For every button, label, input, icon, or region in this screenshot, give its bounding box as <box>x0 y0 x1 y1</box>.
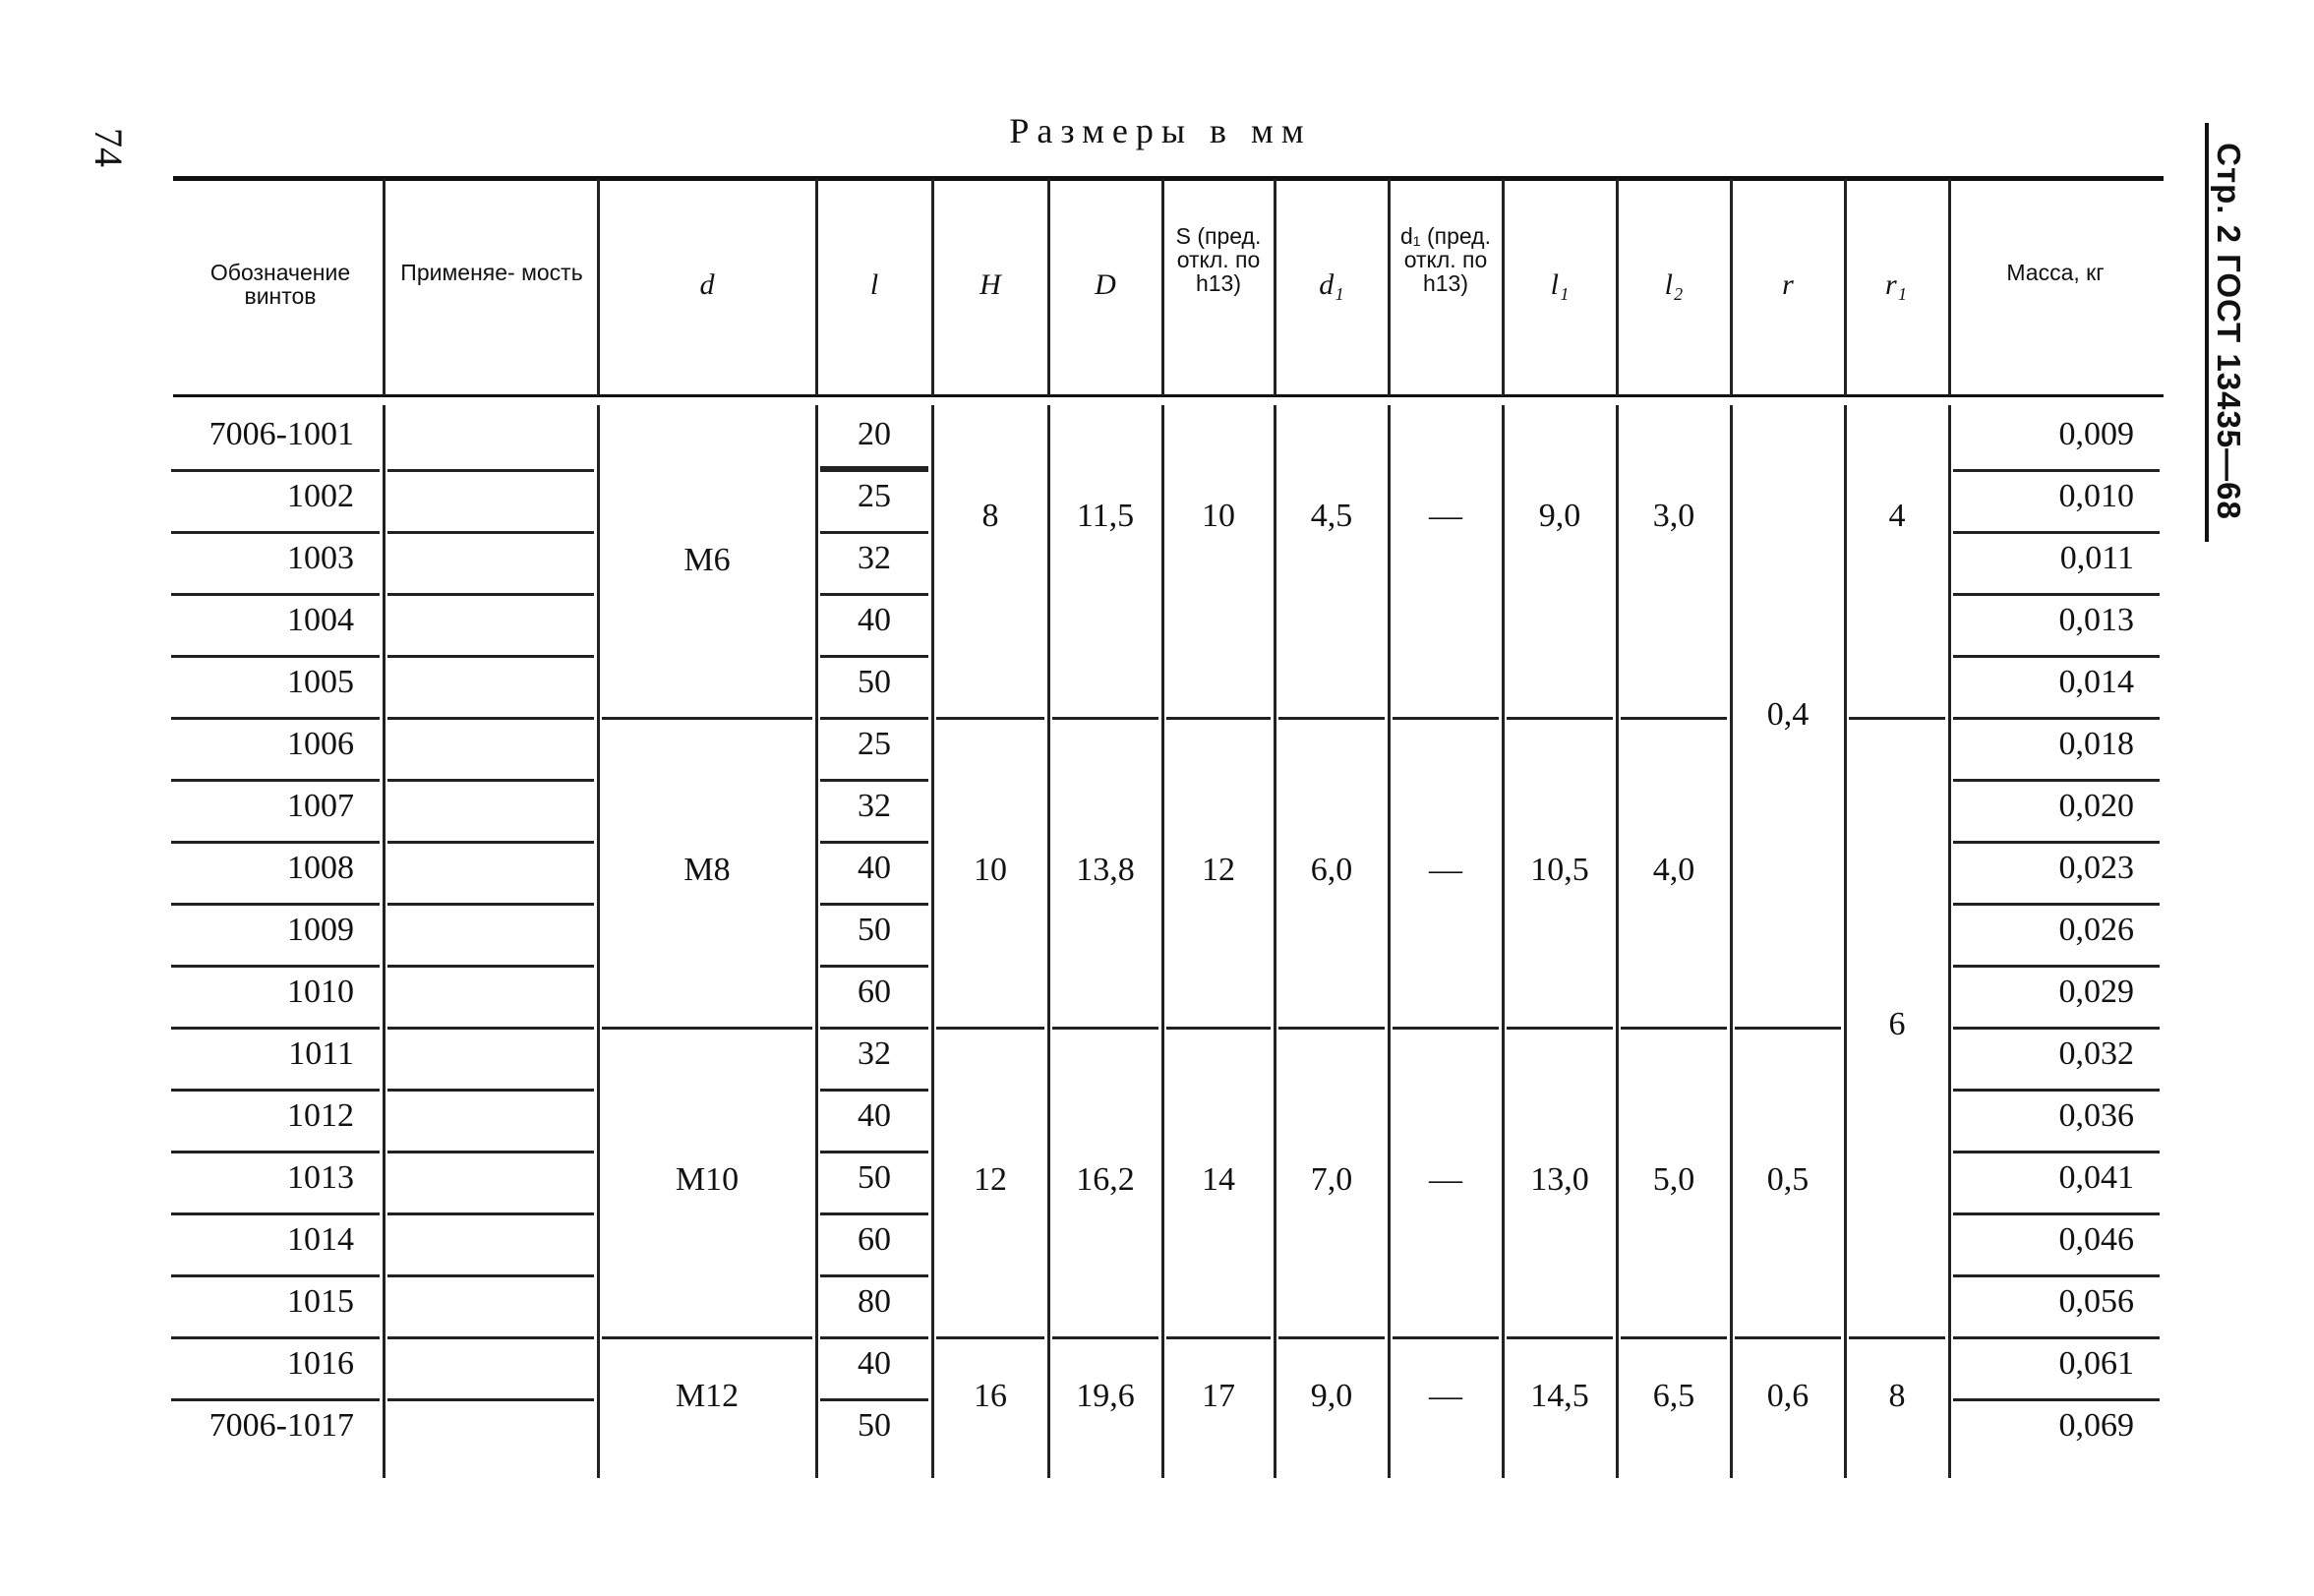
header-mass: Масса, кг <box>2006 260 2105 285</box>
length-cell: 40 <box>858 850 891 886</box>
row-divider <box>171 1212 380 1215</box>
designation-cell: 1005 <box>287 664 354 700</box>
group-divider <box>936 717 1044 720</box>
header-d1-tolerance: d₁ (пред. откл. по h13) <box>1400 223 1491 296</box>
r1-value-cell: 8 <box>1888 1378 1906 1414</box>
body-column-divider <box>1844 405 1847 1478</box>
group-cell-l1: 10,5 <box>1530 851 1589 888</box>
length-cell: 80 <box>858 1283 891 1320</box>
length-cell: 50 <box>858 1407 891 1444</box>
r1-value-cell: 6 <box>1888 1006 1906 1042</box>
group-divider <box>602 1336 812 1339</box>
designation-cell: 1013 <box>287 1159 354 1196</box>
row-divider <box>387 655 594 658</box>
header-l1: l₁ <box>1550 268 1570 301</box>
row-divider <box>1953 965 2160 968</box>
designation-cell: 1003 <box>287 540 354 576</box>
length-cell: 25 <box>858 478 891 514</box>
designation-cell: 1016 <box>287 1345 354 1382</box>
row-divider <box>820 1398 928 1401</box>
r-value-cell: 0,4 <box>1766 696 1810 733</box>
row-divider <box>171 1089 380 1092</box>
group-cell-D: 13,8 <box>1076 851 1135 888</box>
body-column-divider <box>1388 405 1391 1478</box>
length-cell: 50 <box>858 1159 891 1196</box>
row-divider <box>1953 531 2160 534</box>
body-column-divider <box>1047 405 1050 1478</box>
row-divider <box>820 531 928 534</box>
group-divider <box>602 717 812 720</box>
row-divider <box>171 655 380 658</box>
row-divider <box>387 965 594 968</box>
row-divider <box>171 1151 380 1153</box>
row-divider <box>171 903 380 906</box>
group-divider <box>1278 717 1385 720</box>
header-r1: r₁ <box>1884 268 1908 301</box>
row-divider <box>171 717 380 720</box>
row-divider <box>820 779 928 782</box>
row-divider <box>171 593 380 596</box>
row-divider <box>820 965 928 968</box>
group-cell-d: M10 <box>675 1160 740 1198</box>
mass-cell: 0,014 <box>2058 664 2134 700</box>
group-cell-d: M8 <box>683 851 731 888</box>
header-r: r <box>1782 268 1794 301</box>
row-divider <box>387 1151 594 1153</box>
group-cell-S: 17 <box>1202 1378 1235 1414</box>
group-divider <box>1166 1027 1271 1030</box>
row-divider <box>1953 841 2160 844</box>
row-divider <box>1953 1151 2160 1153</box>
length-cell: 40 <box>858 1345 891 1382</box>
table-top-rule <box>173 176 2164 181</box>
mass-cell: 0,010 <box>2058 478 2134 514</box>
length-cell: 25 <box>858 726 891 762</box>
page-number: 74 <box>87 128 131 167</box>
group-cell-d1-tol: — <box>1429 498 1462 534</box>
side-label <box>2199 120 2258 543</box>
group-cell-S: 14 <box>1202 1160 1235 1198</box>
mass-cell: 0,020 <box>2058 788 2134 824</box>
designation-cell: 1010 <box>287 974 354 1010</box>
row-divider <box>171 841 380 844</box>
r1-value-cell: 4 <box>1888 498 1906 534</box>
group-divider <box>1849 1336 1945 1339</box>
group-cell-l2: 6,5 <box>1652 1378 1695 1414</box>
row-divider <box>387 1336 594 1339</box>
row-divider <box>820 1336 928 1339</box>
row-divider <box>171 531 380 534</box>
mass-cell: 0,013 <box>2058 602 2134 638</box>
row-divider <box>1953 903 2160 906</box>
designation-cell: 7006-1001 <box>208 416 354 452</box>
mass-cell: 0,009 <box>2058 416 2134 452</box>
row-divider <box>387 469 594 472</box>
row-divider <box>387 1274 594 1277</box>
header-column-divider <box>1948 179 1951 395</box>
row-divider <box>387 1027 594 1030</box>
header-H: H <box>979 268 1001 301</box>
designation-cell: 1011 <box>288 1035 354 1072</box>
group-divider <box>1052 1027 1158 1030</box>
designation-cell: 1009 <box>287 912 354 948</box>
row-divider <box>387 1089 594 1092</box>
designation-cell: 1015 <box>287 1283 354 1320</box>
length-cell: 20 <box>858 416 891 452</box>
group-divider <box>1507 1336 1613 1339</box>
row-divider <box>387 593 594 596</box>
mass-cell: 0,056 <box>2058 1283 2134 1320</box>
row-divider <box>171 1398 380 1401</box>
row-divider <box>387 531 594 534</box>
header-D: D <box>1095 268 1116 301</box>
table-header-rule <box>173 394 2164 397</box>
group-divider <box>1507 717 1613 720</box>
group-divider <box>1735 1027 1841 1030</box>
group-divider <box>1052 1336 1158 1339</box>
row-divider <box>1953 593 2160 596</box>
mass-cell: 0,041 <box>2058 1159 2134 1196</box>
group-cell-D: 16,2 <box>1076 1160 1135 1198</box>
row-divider <box>1953 469 2160 472</box>
header-l2: l₂ <box>1664 268 1684 301</box>
designation-cell: 1004 <box>287 602 354 638</box>
designation-cell: 1008 <box>287 850 354 886</box>
row-divider <box>820 841 928 844</box>
designation-cell: 1014 <box>287 1221 354 1258</box>
row-divider <box>171 1336 380 1339</box>
length-cell: 50 <box>858 912 891 948</box>
designation-cell: 1012 <box>287 1097 354 1134</box>
group-divider <box>1278 1336 1385 1339</box>
row-divider <box>820 469 928 472</box>
group-divider <box>1278 1027 1385 1030</box>
row-divider <box>171 965 380 968</box>
group-divider <box>936 1027 1044 1030</box>
group-cell-H: 8 <box>981 498 999 534</box>
row-divider <box>1953 1336 2160 1339</box>
group-cell-d1-tol: — <box>1429 851 1462 888</box>
mass-cell: 0,061 <box>2058 1345 2134 1382</box>
designation-cell: 1002 <box>287 478 354 514</box>
group-divider <box>602 1027 812 1030</box>
group-cell-d1: 9,0 <box>1310 1378 1353 1414</box>
length-cell: 60 <box>858 1221 891 1258</box>
row-divider <box>387 1398 594 1401</box>
mass-cell: 0,029 <box>2058 974 2134 1010</box>
row-divider <box>1953 779 2160 782</box>
header-l: l <box>869 268 879 301</box>
group-cell-d1: 6,0 <box>1310 851 1353 888</box>
row-divider <box>1953 1027 2160 1030</box>
row-divider <box>1953 1274 2160 1277</box>
body-column-divider <box>1730 405 1733 1478</box>
group-divider <box>1621 1336 1727 1339</box>
row-divider <box>820 466 928 469</box>
group-cell-l1: 13,0 <box>1530 1160 1589 1198</box>
group-divider <box>1393 717 1499 720</box>
group-cell-l1: 14,5 <box>1530 1378 1589 1414</box>
group-cell-D: 11,5 <box>1076 498 1135 534</box>
group-cell-d1: 7,0 <box>1310 1160 1353 1198</box>
group-cell-D: 19,6 <box>1076 1378 1135 1414</box>
group-cell-S: 12 <box>1202 851 1235 888</box>
row-divider <box>171 1274 380 1277</box>
r-value-cell: 0,6 <box>1766 1378 1810 1414</box>
row-divider <box>387 841 594 844</box>
row-divider <box>820 1027 928 1030</box>
row-divider <box>820 1212 928 1215</box>
body-column-divider <box>1161 405 1164 1478</box>
row-divider <box>820 1274 928 1277</box>
group-divider <box>1393 1336 1499 1339</box>
group-divider <box>1052 717 1158 720</box>
row-divider <box>1953 1398 2160 1401</box>
row-divider <box>387 717 594 720</box>
group-cell-l2: 5,0 <box>1652 1160 1695 1198</box>
row-divider <box>820 903 928 906</box>
length-cell: 32 <box>858 788 891 824</box>
group-cell-d1-tol: — <box>1429 1378 1462 1414</box>
group-cell-l2: 3,0 <box>1652 498 1695 534</box>
designation-cell: 7006-1017 <box>208 1407 354 1444</box>
r-value-cell: 0,5 <box>1766 1160 1810 1198</box>
row-divider <box>171 779 380 782</box>
mass-cell: 0,069 <box>2058 1407 2134 1444</box>
length-cell: 32 <box>858 540 891 576</box>
mass-cell: 0,026 <box>2058 912 2134 948</box>
group-divider <box>1621 1027 1727 1030</box>
row-divider <box>820 593 928 596</box>
row-divider <box>1953 717 2160 720</box>
length-cell: 40 <box>858 1097 891 1134</box>
header-applicability: Применяе- мость <box>400 260 583 285</box>
designation-cell: 1007 <box>287 788 354 824</box>
row-divider <box>1953 1212 2160 1215</box>
group-cell-d1-tol: — <box>1429 1160 1462 1198</box>
header-d1: d₁ <box>1319 268 1344 301</box>
row-divider <box>820 1151 928 1153</box>
row-divider <box>387 779 594 782</box>
row-divider <box>820 655 928 658</box>
mass-cell: 0,036 <box>2058 1097 2134 1134</box>
length-cell: 40 <box>858 602 891 638</box>
row-divider <box>820 1089 928 1092</box>
header-S: S (пред. откл. по h13) <box>1175 223 1262 296</box>
body-column-divider <box>383 405 386 1478</box>
header-d: d <box>699 268 715 301</box>
group-divider <box>1393 1027 1499 1030</box>
body-column-divider <box>1502 405 1505 1478</box>
length-cell: 60 <box>858 974 891 1010</box>
group-cell-H: 10 <box>974 851 1007 888</box>
group-divider <box>1507 1027 1613 1030</box>
group-cell-d: M6 <box>683 541 731 578</box>
row-divider <box>1953 1089 2160 1092</box>
group-cell-H: 12 <box>974 1160 1007 1198</box>
row-divider <box>171 1027 380 1030</box>
mass-cell: 0,046 <box>2058 1221 2134 1258</box>
length-cell: 32 <box>858 1035 891 1072</box>
designation-cell: 1006 <box>287 726 354 762</box>
side-label-text: Стр. 2 ГОСТ 13435—68 <box>2211 143 2247 520</box>
group-divider <box>936 1336 1044 1339</box>
group-cell-d: M12 <box>675 1378 740 1414</box>
mass-cell: 0,018 <box>2058 726 2134 762</box>
group-cell-l2: 4,0 <box>1652 851 1695 888</box>
table-title: Размеры в мм <box>1009 111 1312 150</box>
group-cell-d1: 4,5 <box>1310 498 1353 534</box>
mass-cell: 0,011 <box>2059 540 2134 576</box>
mass-cell: 0,032 <box>2058 1035 2134 1072</box>
group-divider <box>1735 1336 1841 1339</box>
length-cell: 50 <box>858 664 891 700</box>
header-designation: Обозначение винтов <box>209 260 351 309</box>
row-divider <box>387 1212 594 1215</box>
body-column-divider <box>1274 405 1276 1478</box>
group-cell-S: 10 <box>1202 498 1235 534</box>
group-divider <box>1621 717 1727 720</box>
row-divider <box>387 903 594 906</box>
row-divider <box>820 717 928 720</box>
group-divider <box>1166 717 1271 720</box>
row-divider <box>1953 655 2160 658</box>
group-divider <box>1166 1336 1271 1339</box>
group-divider <box>1849 717 1945 720</box>
body-column-divider <box>1616 405 1619 1478</box>
mass-cell: 0,023 <box>2058 850 2134 886</box>
row-divider <box>171 469 380 472</box>
group-cell-H: 16 <box>974 1378 1007 1414</box>
group-cell-l1: 9,0 <box>1538 498 1581 534</box>
